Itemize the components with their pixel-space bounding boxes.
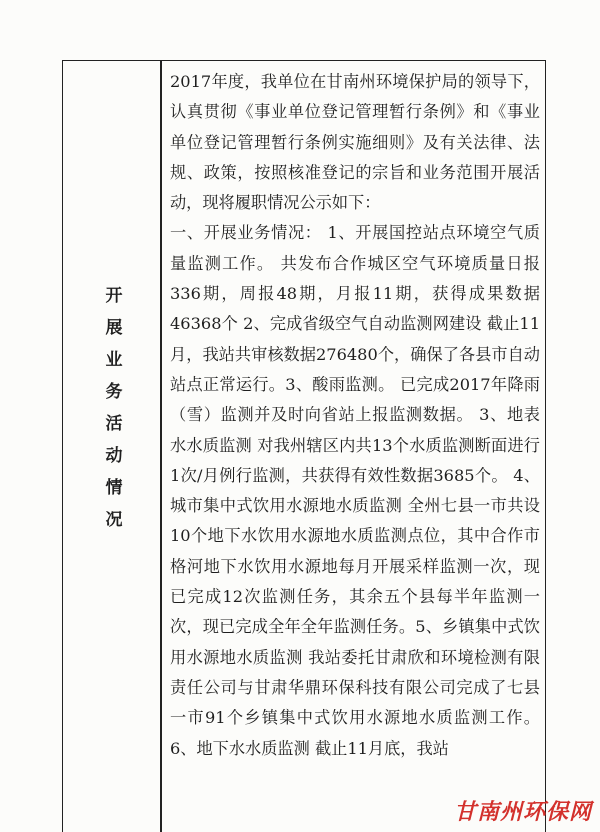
site-watermark: 甘南州环保网 — [453, 800, 592, 825]
label-column — [62, 60, 160, 832]
section-label: 开展业务活动情况 — [101, 286, 122, 542]
column-divider — [160, 60, 162, 832]
business-paragraph: 一、开展业务情况： 1、开展国控站点环境空气质量监测工作。 共发布合作城区空气环境质量日报336期，周报48期，月报11期，获得成果数据46368个 2、完成省级空气自动监测网建设 截止11月，我站共审核数据276480个，确保了各县市自动站点正常运行。3、酸雨监测。 已完成2017年降雨（雪）监测并及时向省站上报监测数据。 3、地表水水质监测 对我州辖区内共13个水质监测断面进行1次/月例行监测，共获得有效性数据3685个。 4、城市集中式饮用水源地水质监测 全州七县一市共设10个地下水饮用水源地水质监测点位，其中合作市格河地下水饮用水源地每月开展采样监测一次，现已完成12次监测任务，其余五个县每半年监测一次，现已完成全年全年监测任务。5、乡镇集中式饮用水源地水质监测 我站委托甘肃欣和环境检测有限责任公司与甘肃华鼎环保科技有限公司完成了七县一市91个乡镇集中式饮用水源地水质监测工作。 6、地下水水质监测 截止11月底，我站 — [170, 223, 540, 758]
content-cell — [170, 67, 540, 764]
intro-paragraph: 2017年度，我单位在甘南州环境保护局的领导下，认真贯彻《事业单位登记管理暂行条例》和《事业单位登记管理暂行条例实施细则》及有关法律、法规、政策，按照核准登记的宗旨和业务范围开展活动，现将履职情况公示如下： — [170, 72, 540, 213]
